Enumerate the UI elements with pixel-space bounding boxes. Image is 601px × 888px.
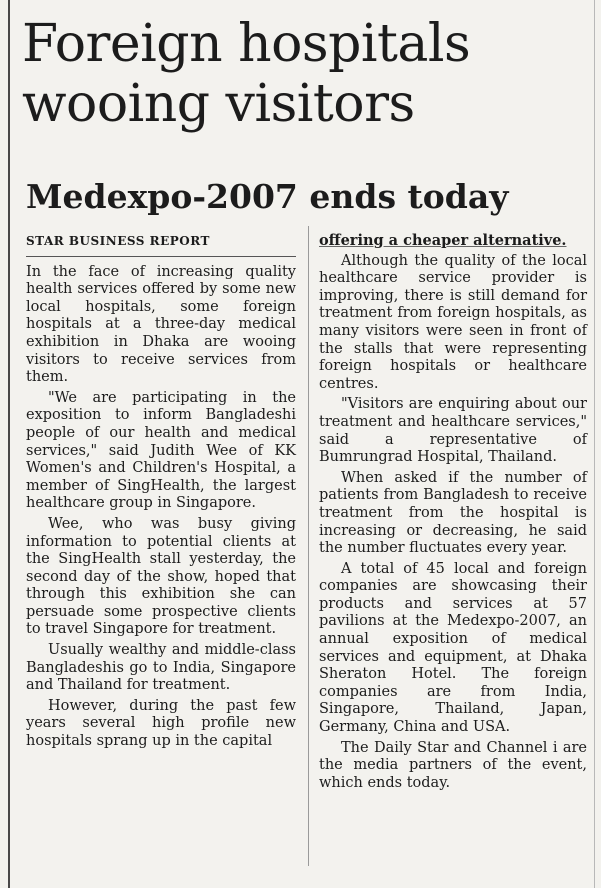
page-edge-rule xyxy=(8,0,10,888)
paragraph: "Visitors are enquiring about our treatment and healthcare services," said a representative of Bumrungrad Hospital, Thailand. xyxy=(319,396,587,466)
left-column xyxy=(26,232,296,754)
subheadline: Medexpo-2007 ends today xyxy=(26,177,509,216)
byline-text: STAR BUSINESS REPORT xyxy=(26,234,210,248)
paragraph: A total of 45 local and foreign companies are showcasing their products and services at 57 pavilions at the Medexpo-2007, an annual exposition of medical services and equipment, at Dhaka Sheraton Hotel. The foreign companies are from India, Singapore, Thailand, Japan, Germany, China and USA. xyxy=(319,560,587,736)
paragraph: When asked if the number of patients from Bangladesh to receive treatment from the hospital is increasing or decreasing, he said the number fluctuates every year. xyxy=(319,469,587,557)
page-edge-rule-right xyxy=(594,0,595,888)
right-column xyxy=(319,232,587,795)
paragraph: Wee, who was busy giving information to potential clients at the SingHealth stall yesterday, the second day of the show, hoped that through this exhibition she can persuade some prospective clients to travel Singapore for treatment. xyxy=(26,515,296,638)
paragraph: "We are participating in the exposition to inform Bangladeshi people of our health and medical services," said Judith Wee of KK Women's and Children's Hospital, a member of SingHealth, the largest healthcare group in Singapore. xyxy=(26,389,296,512)
paragraph: Usually wealthy and middle-class Bangladeshis go to India, Singapore and Thailand for treatment. xyxy=(26,642,296,694)
column-divider xyxy=(308,226,309,866)
paragraph: In the face of increasing quality health services offered by some new local hospitals, some foreign hospitals at a three-day medical exhibition in Dhaka are wooing visitors to receive services from them. xyxy=(26,263,296,386)
byline xyxy=(26,232,296,257)
headline: Foreign hospitals wooing visitors xyxy=(22,14,471,134)
paragraph: Although the quality of the local healthcare service provider is improving, there is still demand for treatment from foreign hospitals, as many visitors were seen in front of the stalls that were representing foreign hospitals or healthcare centres. xyxy=(319,252,587,392)
byline-rule xyxy=(26,256,296,257)
paragraph: However, during the past few years several high profile new hospitals sprang up in the capital xyxy=(26,697,296,750)
paragraph: The Daily Star and Channel i are the media partners of the event, which ends today. xyxy=(319,739,587,791)
continued-text: offering a cheaper alternative. xyxy=(319,232,567,249)
